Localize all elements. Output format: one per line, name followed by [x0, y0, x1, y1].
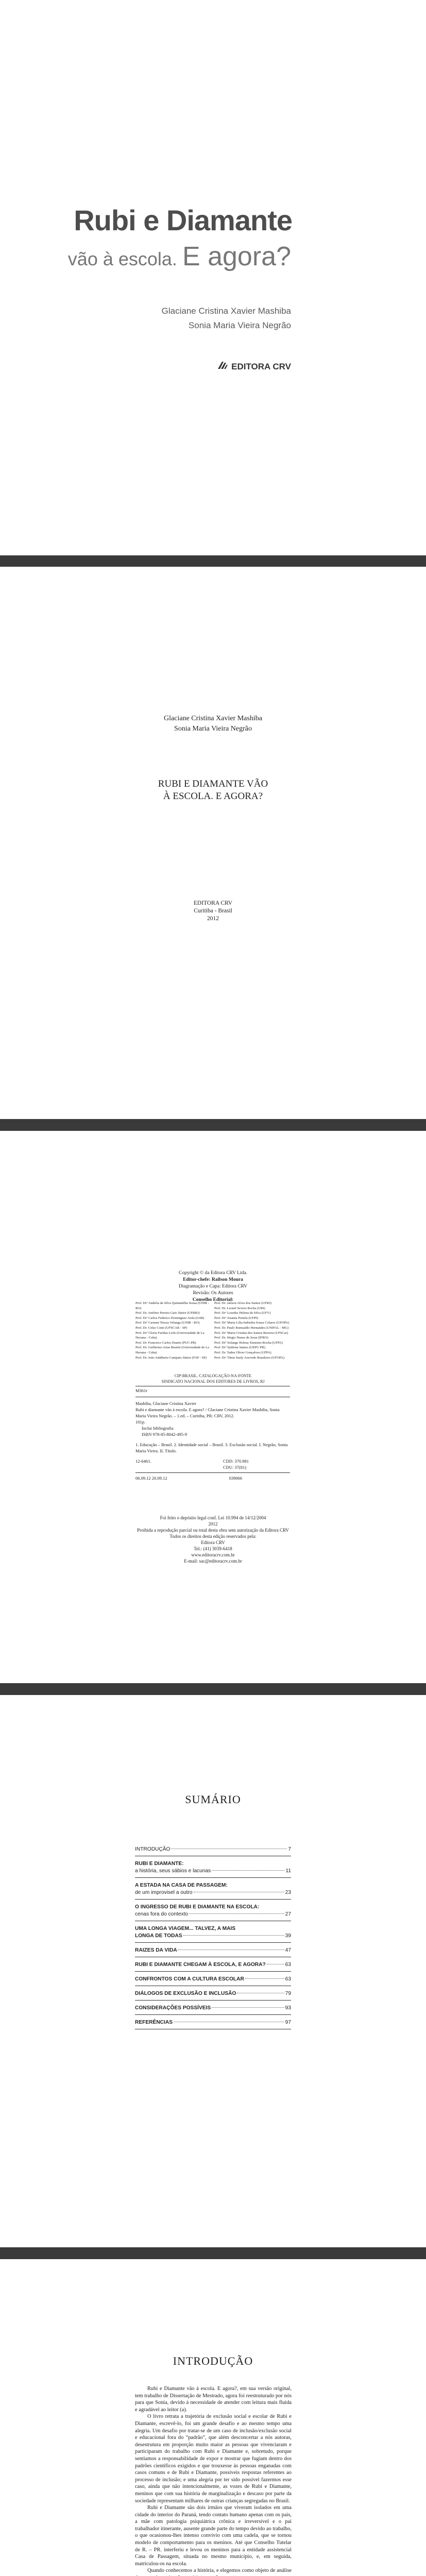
council-member: Prof. Dr. Francisco Carlos Duarte (PUC-PR) — [135, 1341, 196, 1345]
toc-entry-label: LONGA DE TODAS — [135, 1933, 182, 1939]
catalog-code: M361r — [135, 1388, 148, 1393]
toc-entry-label: RUBI E DIAMANTE: — [135, 1861, 184, 1867]
imprint-year: 2012 — [207, 916, 219, 922]
intro-paragraph: Rubi e Diamante são dois irmãos que viveram isolados em uma cidade do interior do Paraná, tendo contato humano apenas com os pais, a mãe com patologia psiquiátrica crônica e irreversível e o pai trabalhador itinerante, ausente grande parte do tempo devido ao trabalho, o que ocasionou-lhes intenso convívio com uma cadela, que se tornou modelo de comportamento para os meninos. Até que Conselho Tutelar de R. – PR. interferiu e levou os meninos para a entidade assistencial Casa de Passagem, situada no mesmo município, e, em seguida, matriculou-os na escola. — [135, 2505, 292, 2567]
catalog-cdd: CDD: 370.981 — [223, 1459, 249, 1464]
toc-leader-dots — [189, 1913, 284, 1914]
cip-title: CIP-BRASIL. CATALOGAÇÃO-NA-FONTE — [174, 1374, 252, 1378]
toc-page-number: 39 — [285, 1933, 291, 1939]
title-line-1: RUBI E DIAMANTE VÃO — [158, 778, 268, 789]
toc-separator — [135, 1899, 291, 1900]
cip-header — [0, 1373, 426, 1384]
toc-leader-dots — [212, 1870, 284, 1871]
catalog-cdu: CDU: 37(81) — [223, 1465, 247, 1470]
toc-page-number: 11 — [285, 1868, 291, 1874]
cover-authors — [162, 304, 291, 333]
toc-page-number: 27 — [285, 1911, 291, 1917]
legal-line-2: 2012 — [208, 1521, 218, 1527]
council-right-column — [214, 1301, 290, 1360]
copyright-line: Copyright © da Editora CRV Ltda. — [179, 1270, 247, 1276]
cover-subtitle — [68, 241, 291, 272]
toc-page-number: 23 — [285, 1890, 291, 1895]
catalog-line-4: ISBN 978-85-8042-495-9 — [142, 1432, 188, 1437]
council-member: Prof. Dr. Celso Conti (UFSCAR - SP) — [135, 1326, 188, 1330]
toc-page-number: 7 — [288, 1846, 291, 1852]
cover-author-1: Glaciane Cristina Xavier Mashiba — [161, 306, 291, 316]
introduction-title: INTRODUÇÃO — [173, 2354, 253, 2367]
council-member: Prof. Drª Gloria Fariñas León (Universidade de La Havana - Cuba) — [135, 1331, 205, 1340]
legal-notice — [0, 1515, 426, 1564]
council-member: Prof. Dr. Antônio Pereira Gaio Júnior (UFRRJ) — [135, 1311, 200, 1315]
toc-entry-label: cenas fora do contexto — [135, 1911, 189, 1917]
toc-page-number: 79 — [285, 1991, 291, 1996]
toc-entry[interactable] — [135, 1904, 291, 1918]
council-member: Prof. Dr. Leonel Severo Rocha (URI) — [214, 1306, 265, 1310]
toc-entry-label: O INGRESSO DE RUBI E DIAMANTE NA ESCOLA: — [135, 1904, 260, 1910]
council-member: Prof. Drª Maria Lília Imbiriba Sousa Colares (UFOPA) — [214, 1321, 289, 1325]
cover-page — [0, 0, 426, 555]
introduction-page — [0, 2259, 426, 2576]
legal-line-8: E-mail: sac@editoracrv.com.br — [184, 1558, 242, 1564]
council-member: Prof. Drª Carlos Federico Dominguez Avila (UnB) — [135, 1316, 205, 1320]
title-page-author-1: Glaciane Cristina Xavier Mashiba — [164, 715, 262, 722]
toc-entry[interactable] — [135, 1846, 291, 1853]
toc-entry-label: CONSIDERAÇÕES POSSÍVEIS — [135, 2005, 211, 2011]
imprint-city: Curitiba - Brasil — [194, 908, 232, 914]
toc-entry[interactable] — [135, 2005, 291, 2012]
copyright-header — [0, 1270, 426, 1303]
catalog-id: 039066 — [229, 1476, 243, 1481]
title-page-title — [0, 778, 426, 803]
toc-page-number: 63 — [285, 1976, 291, 1982]
council-member: Prof. Dr. João Adalberto Campato Júnior (FAP - SP) — [135, 1355, 207, 1360]
summary-page — [0, 1695, 426, 2247]
catalog-date: 06.09.12 20.09.12 — [135, 1476, 167, 1481]
publisher-logo-block — [217, 361, 291, 372]
toc-entry[interactable] — [135, 1925, 291, 1940]
design-line: Diagramação e Capa: Editora CRV — [178, 1284, 248, 1289]
council-member: Prof. Drª Tânia Suely Azevedo Brasileiro (UFOPA) — [214, 1355, 285, 1360]
catalog-date-row — [135, 1475, 290, 1481]
catalog-line-0: Mashiba, Glaciane Cristina Xavier — [135, 1401, 197, 1406]
toc-leader-dots — [212, 2007, 284, 2008]
cip-subtitle: SINDICATO NACIONAL DOS EDITORES DE LIVROS, RJ — [161, 1379, 265, 1384]
catalog-line-5: 1. Educação – Brasil. 2. Identidade social – Brasil. 3. Exclusão social. I. Negrão, Sonia Maria Vieira. II. Título. — [135, 1442, 288, 1453]
cover-subtitle-big: E agora? — [182, 242, 291, 272]
toc-page-number: 63 — [285, 1962, 291, 1968]
editorial-council — [135, 1301, 290, 1360]
legal-line-7: www.editoracrv.com.br — [191, 1552, 235, 1557]
toc-entry-label: RAIZES DA VIDA — [135, 1947, 177, 1953]
title-line-2: À ESCOLA. E AGORA? — [163, 791, 263, 802]
toc-page-number: 97 — [285, 2020, 291, 2025]
toc-entry-label: A ESTADA NA CASA DE PASSAGEM: — [135, 1883, 228, 1888]
catalog-card — [135, 1387, 290, 1481]
cover-subtitle-small: vão à escola. — [67, 248, 177, 269]
cip-rule-bottom — [135, 1472, 290, 1473]
catalog-line-1: Rubi e diamante vão à escola. E agora? / Glaciane Cristina Xavier Mashiba, Sonia Maria Vieira Negrão. – 1.ed. – Curitiba, PR: CRV, 2012. — [135, 1407, 280, 1418]
toc-entry[interactable] — [135, 2019, 291, 2026]
council-member: Prof. Drª Sydione Santos (UEPG PR) — [214, 1346, 265, 1350]
toc-entry-label: INTRODUÇÃO — [135, 1846, 171, 1852]
summary-title: SUMÁRIO — [185, 1793, 241, 1806]
toc-page-number: 47 — [285, 1947, 291, 1953]
council-member: Prof. Drª Solange Helena Ximenes-Rocha (UFPA) — [214, 1341, 283, 1345]
review-line: Revisão: Os Autores — [193, 1291, 233, 1296]
council-member: Prof. Drª Maria Cristina dos Santos Bezerra (UFSCar) — [214, 1331, 288, 1335]
imprint-publisher: EDITORA CRV — [193, 900, 233, 906]
title-page-authors — [0, 714, 426, 734]
toc-separator — [135, 2014, 291, 2015]
table-of-contents — [135, 1846, 291, 2033]
toc-entry-label: de um improvisel a outro — [135, 1890, 193, 1895]
council-member: Prof. Drª Carmen Tereza Velanga (UNIR - RO) — [135, 1321, 200, 1325]
toc-entry[interactable] — [135, 1990, 291, 1997]
title-page-author-2: Sonia Maria Vieira Negrão — [174, 725, 252, 733]
publisher-logo-text: EDITORA CRV — [231, 361, 291, 371]
intro-paragraph: O livro retrata a trajetória de exclusão social e escolar de Rubi e Diamante, escrevê-lo, foi um grande desafio e ao mesmo tempo uma alegria. Um desafio por tratar-se de um caso de inclusão/exclusão social e educacional fora do “padrão”, que além desconcertar a nós autoras, desestrutura em proporção muito maior as pessoas que vivenciaram e participaram do trabalho com Rubi e Diamante e, sobretudo, porque sentiamos a responsabilidade de expor e mostrar que fugiam dentro dos padrões científicos exigidos e que trouxesse às pessoas enganadas com casos comuns e de Rubi e Diamante, possíveis respostas referentes ao processo de inclusão; e uma alegria por ter sido possível fazermos esse caso, ainda que não intencionalmente, as vozes de Rubi e Diamante, meninos que com sua história de marginalização e descaso por parte da sociedade representam milhares de outras crianças segregadas no Brasil. — [135, 2414, 292, 2504]
council-title: Conselho Editorial: — [192, 1297, 234, 1302]
toc-separator — [135, 1942, 291, 1943]
intro-paragraph: Rubi e Diamante vão à escola. E agora?, em sua versão original, tem trabalho de Dissertação de Mestrado, agora foi reestruturado por nós para que Sonia, devido à necessidade de atender com leitura mais fluida e agradável ao leitor (a). — [135, 2386, 292, 2413]
catalog-line-3: Inclui bibliografia — [142, 1426, 174, 1431]
legal-line-6: Tel.: (41) 3039-6418 — [194, 1546, 232, 1551]
toc-entry-label: a história, seus sábios e lacunas — [135, 1868, 211, 1874]
council-member: Prof. Drª Andréia da Silva Quintanilha Sousa (UNIR - RO) — [135, 1301, 210, 1310]
toc-leader-dots — [245, 1978, 284, 1979]
council-left-column — [135, 1301, 211, 1360]
council-member: Prof. Drª Josania Portela (UFPI) — [214, 1316, 259, 1320]
toc-entry-label: DIÁLOGOS DE EXCLUSÃO E INCLUSÃO — [135, 1991, 236, 1996]
council-member: Prof. Dr. Guillermo Arias Beatón (Universidade de La Havana - Cuba) — [135, 1346, 210, 1354]
toc-entry[interactable] — [135, 1961, 291, 1969]
toc-entry-label: REFERÊNCIAS — [135, 2020, 173, 2025]
toc-separator — [135, 1971, 291, 1972]
catalog-number: 12-6461. — [135, 1459, 151, 1464]
crv-logo-icon — [217, 361, 228, 372]
toc-entry-label: RUBI E DIAMANTE CHEGAM À ESCOLA, E AGORA? — [135, 1962, 266, 1968]
toc-separator — [135, 2000, 291, 2001]
title-page-imprint — [0, 900, 426, 923]
toc-entry-label: CONFRONTOS COM A CULTURA ESCOLAR — [135, 1976, 244, 1982]
toc-entry[interactable] — [135, 1860, 291, 1875]
intro-paragraph: Quando conhecemos a história, e elegemos como objeto de análise — [147, 2568, 292, 2574]
introduction-body — [135, 2385, 292, 2576]
council-member: Prof. Dr. Tadeu Oliver Gonçalves (UFPA) — [214, 1350, 271, 1354]
editor-line: Editor-chefe: Railson Moura — [183, 1277, 243, 1282]
legal-line-4: Todos os direitos desta edição reservados pela: — [169, 1534, 257, 1539]
toc-separator — [135, 1877, 291, 1878]
cover-author-2: Sonia Maria Vieira Negrão — [188, 320, 291, 330]
catalog-class-row — [135, 1458, 290, 1470]
council-member: Prof. Dr. Jailson Alves dos Santos (UFRJ) — [214, 1301, 272, 1305]
copyright-page — [0, 1131, 426, 1683]
legal-line-1: Foi feito o depósito legal conf. Lei 10.994 de 14/12/2004 — [160, 1515, 266, 1520]
catalog-line-2: 101p. — [135, 1419, 146, 1425]
toc-entry[interactable] — [135, 1947, 291, 1954]
title-page — [0, 567, 426, 1119]
toc-page-number: 93 — [285, 2005, 291, 2011]
cover-title: Rubi e Diamante — [74, 204, 292, 236]
council-member: Prof. Drª Lourdes Helena da Silva (UFV) — [214, 1311, 271, 1315]
toc-leader-dots — [183, 1935, 284, 1936]
council-member: Prof. Dr. Paulo Romualdo Hernandes (UNIFAL - MG) — [214, 1326, 289, 1330]
toc-entry[interactable] — [135, 1882, 291, 1896]
legal-line-5: Editora CRV — [201, 1540, 225, 1545]
council-member: Prof. Dr. Sérgio Nunes de Jesus (IFRO) — [214, 1336, 268, 1340]
legal-line-3: Proibida a reprodução parcial ou total desta obra sem autorização da Editora CRV — [137, 1528, 289, 1533]
toc-entry-label: UMA LONGA VIAGEM... TALVEZ, A MAIS — [135, 1926, 236, 1931]
toc-entry[interactable] — [135, 1976, 291, 1983]
